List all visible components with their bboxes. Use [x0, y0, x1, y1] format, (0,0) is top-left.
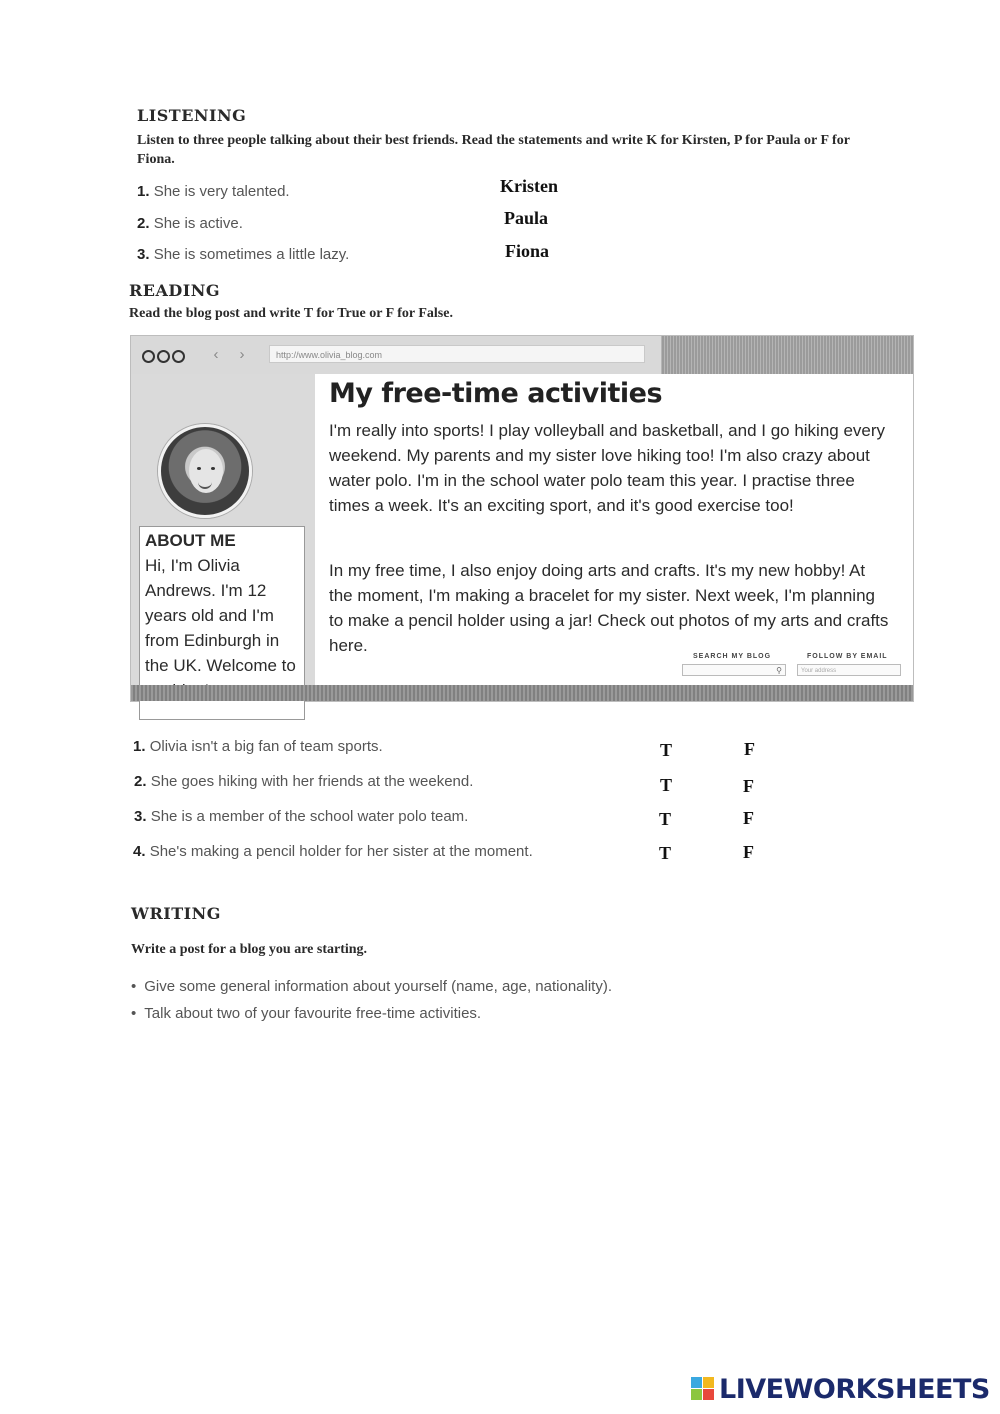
window-dot-icon[interactable] — [142, 350, 155, 363]
writing-bullet-list — [131, 978, 612, 1022]
reading-item-1 — [133, 738, 383, 755]
listening-item-2 — [137, 215, 243, 232]
true-option-2[interactable]: T — [660, 775, 673, 795]
window-dot-icon[interactable] — [157, 350, 170, 363]
address-bar[interactable]: http://www.olivia_blog.com — [269, 345, 645, 363]
listening-answer-1[interactable]: Kristen — [500, 176, 558, 196]
item-number: 2. — [134, 773, 147, 790]
writing-instruction: Write a post for a blog you are starting. — [131, 942, 368, 957]
list-item: • Give some general information about yourself (name, age, nationality). — [131, 978, 613, 995]
about-title: ABOUT ME — [145, 531, 236, 550]
bullet-text: Talk about two of your favourite free-time activities. — [144, 1005, 482, 1022]
item-number: 1. — [133, 738, 146, 755]
item-text: She is active. — [153, 215, 243, 232]
reading-item-3 — [134, 808, 468, 825]
blog-post — [315, 374, 913, 685]
item-text: She is sometimes a little lazy. — [153, 246, 350, 263]
reading-item-4 — [133, 843, 533, 860]
false-option-4[interactable]: F — [743, 842, 754, 862]
list-item: • Talk about two of your favourite free-time activities. — [131, 1005, 482, 1022]
item-text: She goes hiking with her friends at the weekend. — [150, 773, 474, 790]
item-number: 4. — [133, 843, 146, 860]
item-number: 3. — [137, 246, 150, 263]
blog-browser-window — [130, 335, 914, 702]
item-number: 2. — [137, 215, 150, 232]
search-input[interactable] — [682, 664, 786, 676]
true-option-1[interactable]: T — [660, 740, 673, 760]
bullet-text: Give some general information about yourself (name, age, nationality). — [144, 978, 613, 995]
toolbar-stripe — [661, 336, 913, 374]
blog-sidebar — [131, 374, 315, 685]
reading-heading: READING — [129, 281, 221, 300]
item-text: Olivia isn't a big fan of team sports. — [149, 738, 383, 755]
false-option-3[interactable]: F — [743, 808, 754, 828]
false-option-1[interactable]: F — [744, 739, 755, 759]
listening-answer-3[interactable]: Fiona — [505, 241, 550, 261]
search-icon: ⚲ — [776, 666, 782, 675]
listening-answer-2[interactable]: Paula — [504, 208, 549, 228]
email-field[interactable]: Your address — [797, 664, 901, 676]
true-option-3[interactable]: T — [659, 809, 672, 829]
listening-item-1 — [137, 183, 290, 200]
about-text: Hi, I'm Olivia Andrews. I'm 12 years old and I'm from Edinburgh in the UK. Welcome to — [145, 556, 296, 675]
logo-icon — [691, 1377, 715, 1401]
false-option-2[interactable]: F — [743, 776, 754, 796]
search-label: SEARCH MY BLOG — [693, 653, 772, 660]
item-text: She's making a pencil holder for her sister at the moment. — [149, 843, 533, 860]
listening-item-3 — [137, 246, 349, 263]
browser-footer-stripe — [131, 685, 913, 701]
item-text: She is a member of the school water polo team. — [150, 808, 469, 825]
listening-instruction: Listen to three people talking about their best friends. Read the statements and write K for Kirsten, P for Paula or F for Fiona. — [137, 133, 850, 167]
reading-item-2 — [134, 773, 473, 790]
listening-heading: LISTENING — [137, 106, 247, 125]
browser-toolbar — [131, 336, 913, 374]
window-dot-icon[interactable] — [172, 350, 185, 363]
writing-heading: WRITING — [131, 904, 221, 923]
chevron-left-icon[interactable]: ‹ — [213, 346, 219, 363]
item-text: She is very talented. — [153, 183, 290, 200]
item-number: 1. — [137, 183, 150, 200]
post-title: My free-time activities — [329, 378, 663, 409]
reading-instruction: Read the blog post and write T for True or F for False. — [129, 306, 453, 321]
item-number: 3. — [134, 808, 147, 825]
avatar — [158, 424, 252, 518]
post-paragraph-2: In my free time, I also enjoy doing arts and crafts. It's my new hobby! At the moment, I'm making a bracelet for my sister. Next week, I'm planning to make a pencil holder using a jar! Check out photos of my arts and crafts here. — [329, 561, 889, 655]
chevron-right-icon[interactable]: › — [239, 346, 245, 363]
logo-text: LIVEWORKSHEETS — [719, 1374, 990, 1405]
true-option-4[interactable]: T — [659, 843, 672, 863]
post-paragraph-1: I'm really into sports! I play volleyball and basketball, and I go hiking every weekend. My parents and my sister love hiking too! I'm also crazy about water polo. I'm in the school water polo team this year. I practise three times a week. It's an exciting sport, and it's good exercise too! — [329, 421, 886, 515]
follow-label: FOLLOW BY EMAIL — [807, 653, 888, 660]
